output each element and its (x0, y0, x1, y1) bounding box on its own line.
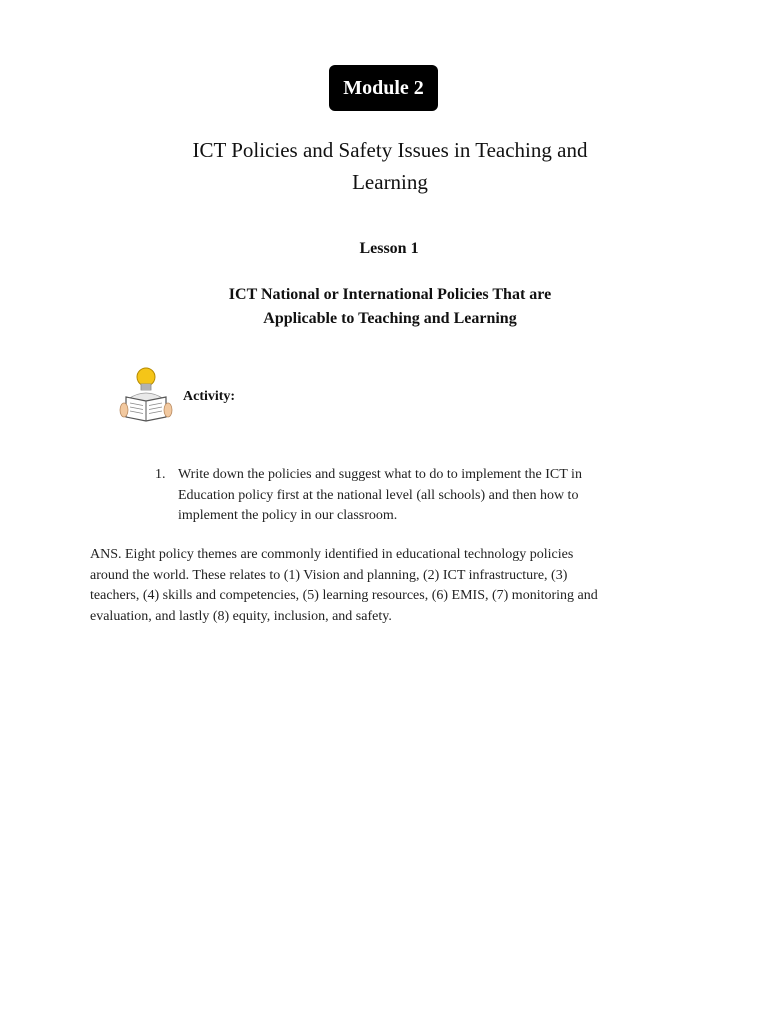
module-badge (329, 65, 438, 111)
question-line-3: implement the policy in our classroom. (178, 508, 398, 523)
question-line-2: Education policy first at the national level (all schools) and then how to (178, 487, 579, 503)
question-number: 1. (155, 467, 166, 482)
answer-line-4: evaluation, and lastly (8) equity, inclusion, and safety. (90, 608, 392, 624)
question-item (155, 465, 635, 527)
answer-line-1: ANS. Eight policy themes are commonly identified in educational technology policies (90, 547, 574, 562)
module-title-line-1: ICT Policies and Safety Issues in Teaching and (192, 138, 588, 162)
lesson-heading: Lesson 1 (359, 240, 419, 257)
module-title (100, 134, 680, 198)
lesson-title-line-2: Applicable to Teaching and Learning (263, 310, 517, 327)
answer-line-2: around the world. These relates to (1) Vision and planning, (2) ICT infrastructure, (3) (90, 567, 568, 583)
lesson-title-line-1: ICT National or International Policies That are (228, 286, 552, 303)
reading-person-icon (118, 365, 174, 423)
answer-paragraph (90, 545, 650, 627)
lesson-title (160, 283, 620, 331)
module-badge-label: Module 2 (343, 76, 424, 99)
question-line-1: Write down the policies and suggest what to do to implement the ICT in (178, 467, 582, 482)
answer-line-3: teachers, (4) skills and competencies, (5) learning resources, (6) EMIS, (7) monitoring and (90, 588, 598, 603)
module-title-line-2: Learning (352, 170, 428, 194)
activity-label: Activity: (183, 389, 236, 404)
